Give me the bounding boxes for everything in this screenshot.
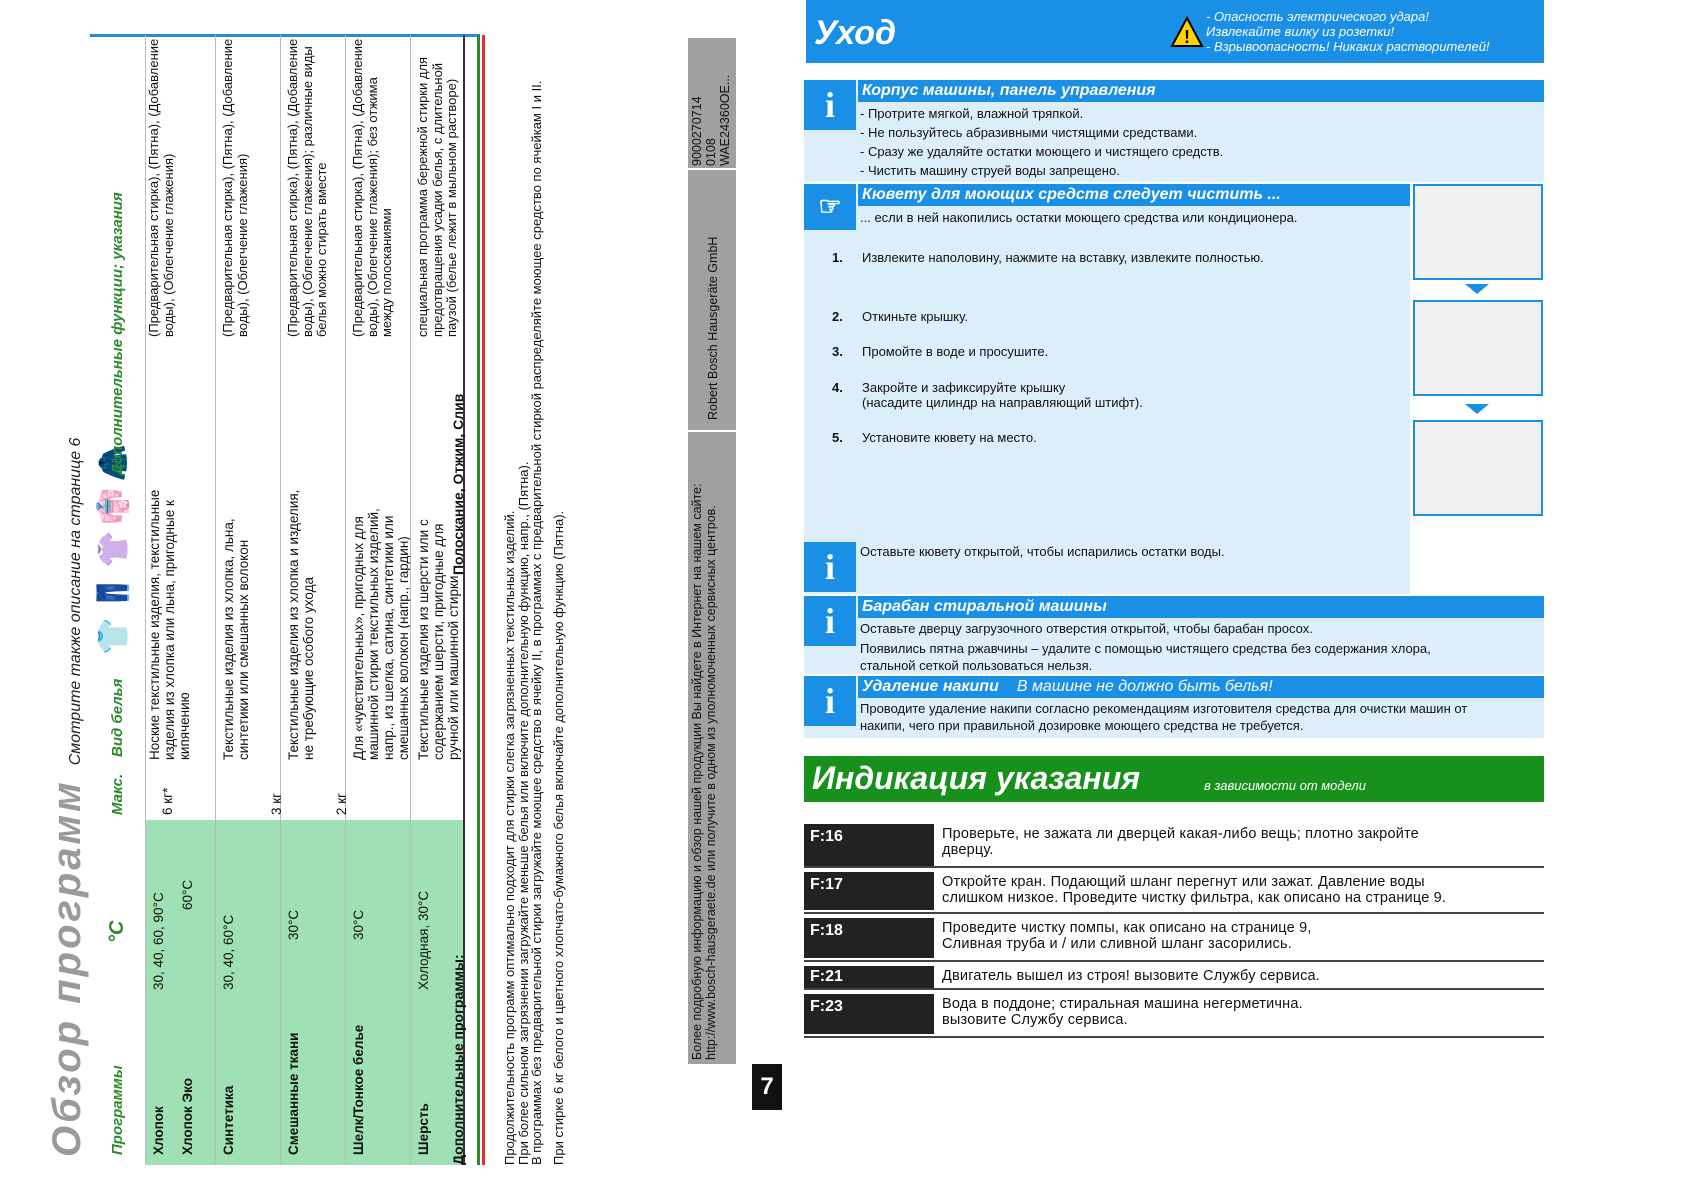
program-functions: (Предварительная стирка), (Пятна), (Добавление воды), (Облегчение глажения) [146,38,176,337]
section-list: - Протрите мягкой, влажной тряпкой. - Не пользуйтесь абразивными чистящими средствами. - Сразу же удаляйте остатки моющего и чистящего средств. - Чистить машину струей воды запрещено. [860,106,1224,178]
header-type: Вид белья [109,678,126,757]
header-programs: Программы [109,1065,126,1155]
warning-line: - Взрывоопасность! Никаких растворителей! [1206,39,1490,54]
fault-description: Проверьте, не зажата ли дверцей какая-либо вещь; плотно закройте дверцу. [942,826,1419,858]
svg-text:!: ! [1184,27,1190,47]
info-icon: i [804,80,856,130]
program-name: Хлопок [151,1106,166,1155]
warning-line: - Опасность электрического удара! [1206,9,1429,24]
doc-code-box: 9000270714 0108 WAE24360OE... [688,38,736,168]
program-type: Текстильные изделия из шерсти или с содержанием шерсти, пригодные для ручной или машинной стирки [416,519,461,760]
page-number: 7 [752,1064,782,1110]
program-name: Шелк/Тонкое белье [351,1024,366,1155]
program-name: Хлопок Эко [180,1078,195,1155]
divider [804,912,1544,914]
dispenser-image-3 [1413,420,1543,516]
program-max: 3 кг [269,792,284,815]
program-functions: (Предварительная стирка), (Пятна), (Добавление воды), (Облегчение глажения) [220,38,250,337]
program-type: Текстильные изделия из хлопка и изделия, не требующие особого ухода [286,489,316,760]
indications-header [804,756,1544,802]
program-max: 6 кг* [160,787,175,815]
info-strip [688,0,738,1190]
program-functions: (Предварительная стирка), (Пятна), (Добавление воды), (Облегчение глажения); различные виды белья можно стирать вместе [285,38,329,337]
header-max: Макс. [109,773,126,815]
fault-description: Откройте кран. Подающий шланг перегнут или зажат. Давление воды слишком низкое. Проведите чистку фильтра, как описано на странице 9. [942,874,1447,906]
program-temp: 60°C [180,879,195,910]
program-functions: специальная программа бережной стирки для предотвращения усадки белья, с длительной паузой (белье лежит в мыльном растворе) [415,56,459,337]
fault-code: F:16 [804,824,934,866]
program-type: Для «чувствительных», пригодных для машинной стирки текстильных изделий, напр., из шелка, сатина, синтетики или смешанных волокон (напр., гардин) [351,508,411,760]
info-icon: i [804,542,856,592]
program-type: Текстильные изделия из хлопка, льна, синтетики или смешанных волокон [221,518,251,760]
overview-subtitle: Смотрите также описание на странице 6 [67,437,84,766]
section-title: Барабан стиральной машины [858,596,1544,618]
overview-title: Обзор программСмотрите также описание на странице 6 [45,437,89,1157]
step-number: 4. [832,380,843,395]
step-number: 3. [832,344,843,359]
indications-subtitle: в зависимости от модели [1204,778,1366,793]
hand-icon: ☞ [804,184,856,230]
divider [804,960,1544,962]
dispenser-image-1 [1413,184,1543,280]
info-icon: i [804,676,856,726]
table-row [215,35,280,1165]
program-temp: 30°C [351,909,366,940]
program-temp: 30, 40, 60°C [221,914,236,990]
program-overview-page [45,35,605,1165]
dispenser-image-2 [1413,300,1543,396]
step-number: 5. [832,430,843,445]
program-name: Синтетика [221,1085,236,1155]
header-temp: °C [106,920,128,943]
program-name: Смешанные ткани [286,1032,301,1155]
company-box: Robert Bosch Hausgeräte GmbH [688,170,736,430]
section-text: Оставьте дверцу загрузочного отверстия открытой, чтобы барабан просох. Появились пятна ржавчины – удалите с помощью чистящего средства без содержания хлора, стальной сеткой пользоваться нельзя. [860,621,1431,673]
program-table [90,35,480,1165]
care-title: Уход [814,14,897,52]
step-text: Откиньте крышку. [862,309,968,324]
extra-programs: Дополнительные программы: Полоскание, Отжим, Слив [450,393,466,1165]
indications-title: Индикация указания [812,760,1141,796]
down-arrow [1465,284,1489,294]
divider [804,866,1544,868]
program-type: Ноские текстильные изделия, текстильные изделия из хлопка или льна, пригодные к кипячению [147,489,192,760]
step-text: Установите кювету на место. [862,430,1037,445]
fault-description: Проведите чистку помпы, как описано на странице 9, Сливная труба и / или сливной шланг засорились. [942,920,1312,952]
program-name: Шерсть [416,1103,431,1155]
section-text: Проводите удаление накипи согласно рекомендациям изготовителя средства для очистки машин от накипи, чего при правильной дозировке моющего средства не требуется. [860,701,1468,733]
table-row [334,35,411,1165]
notes: Продолжительность программ оптимально подходит для стирки слегка загрязненных текстильных изделий. При более сильном загрязнении загружайте меньше белья или включите дополнительную функцию, напр., (Пятна). В программах без предварительной стирки загружайте моющее средство в ячейку II, в программах с предварительной стиркой распределяйте моющее средство по ячейкам I и II. При стирке 6 кг белого и цветного хлопчато-бумажного белья включайте дополнительную функцию (Пятна). [502,80,566,1165]
step-text: Извлеките наполовину, нажмите на вставку, извлеките полностью. [862,250,1264,265]
program-max: 2 кг [334,792,349,815]
step-number: 2. [832,309,843,324]
header-func: Дополнительные функции; указания [109,192,126,475]
step-text: Закройте и зафиксируйте крышку [862,380,1066,395]
warning-line: Извлекайте вилку из розетки! [1206,24,1395,39]
section-title: Корпус машины, панель управления [858,80,1544,102]
website-box: Более подробную информацию и обзор нашей продукции Вы найдете в Интернет на нашем сайте: http://www.bosch-hausgeraete.de или получите в одном из уполномоченных сервисных центров. [688,432,736,1064]
fault-description: Вода в поддоне; стиральная машина негерметична. вызовите Службу сервиса. [942,996,1303,1028]
step-number: 1. [832,250,843,265]
warning-icon [1170,16,1204,48]
fault-code: F:21 [804,966,934,988]
garment-icons: 👕👖👚👘🧥 [97,438,130,655]
step-text: Промойте в воде и просушите. [862,344,1049,359]
program-temp: Холодная, 30°C [416,890,431,990]
table-row [269,35,345,1165]
fault-code: F:17 [804,872,934,910]
section-title: Кювету для моющих средств следует чистить ... [858,184,1410,206]
program-temp: 30, 40, 60, 90°C [151,892,166,990]
divider [804,1036,1544,1038]
section-note: Оставьте кювету открытой, чтобы испарились остатки воды. [860,544,1225,559]
info-icon: i [804,596,856,646]
divider [804,988,1544,990]
fault-code: F:18 [804,918,934,958]
section-intro: ... если в ней накопились остатки моющего средства или кондиционера. [860,210,1298,225]
section-title: Удаление накипи В машине не должно быть белья! [858,676,1544,698]
green-line [477,35,480,1165]
program-functions: (Предварительная стирка), (Пятна), (Добавление воды), (Облегчение глажения); без отжима между полосканиями [350,38,394,337]
fault-description: Двигатель вышел из строя! вызовите Службу сервиса. [942,968,1321,984]
down-arrow [1465,404,1489,414]
step-text: (насадите цилиндр на направляющий штифт). [862,395,1143,410]
program-temp: 30°C [286,909,301,940]
fault-code: F:23 [804,994,934,1034]
